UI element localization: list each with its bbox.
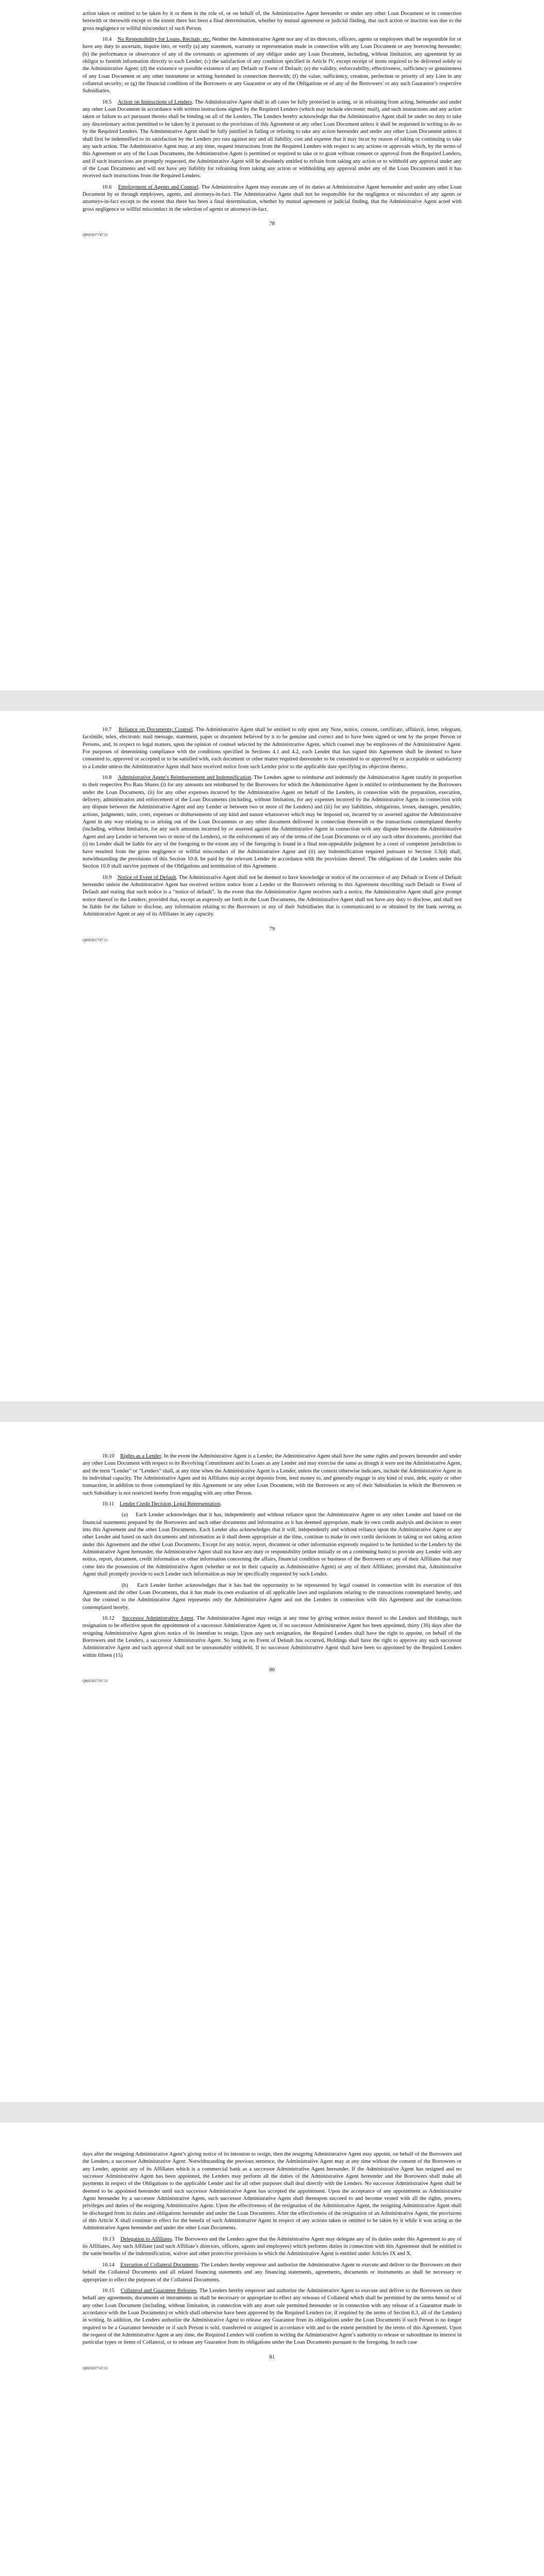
section-b — [83, 1582, 461, 1612]
page-78 — [0, 0, 544, 690]
page-number: 78 — [269, 221, 275, 227]
page-gap — [0, 690, 544, 711]
section-10-10 — [83, 1453, 461, 1497]
section-heading: Reliance on Documents; Counsel — [119, 727, 193, 733]
section-number: 10.13 — [102, 2236, 114, 2242]
document-id: Q8695817747.53 — [83, 233, 108, 238]
section-heading: Action on Instructions of Lenders — [118, 99, 192, 105]
section-text: . The Lenders hereby empower and authorize the Administrative Agent to execute and deliver to the Borrowers on their behalf the Collateral Documents and all related financing statements and any financing statements, agreements, documents or instruments as shall be necessary or appropriate to effect the purposes of the Collateral Documents. — [83, 2262, 461, 2283]
page-81 — [0, 2123, 544, 2576]
section-number: 10.9 — [102, 874, 112, 880]
section-a — [83, 1512, 461, 1578]
section-number: 10.5 — [102, 99, 112, 105]
section-10-14 — [83, 2262, 461, 2284]
section-text: Each Lender acknowledges that it has, independently and without reliance upon the Administrative Agent or any other Lender and based on the financial statements prepared by the Borrowers and such other documents and information as it has deemed appropriate, made its own credit analysis and decision to enter into this Agreement and the other Loan Documents. Each Lender also acknowledges that it will, independently and without reliance upon the Administrative Agent or any other Lender and based on such documents and information as it shall deem appropriate at the time, continue to make its own credit decisions in taking or not taking action under this Agreement and the other Loan Documents. Except for any notice, report, document or other information expressly required to be furnished to the Lenders by the Administrative Agent hereunder, the Administrative Agent shall not have any duty or responsibility (either initially or on a continuing basis) to provide any Lender with any notice, report, document, credit information or other information concerning the affairs, financial condition or business of the Borrowers or any of their Affiliates that may come into the possession of the Administrative Agent (whether or not in their capacity as Administrative Agent) or any of their Affiliates; provided that, Administrative Agent shall promptly provide to each Lender such information as may be specifically requested by such Lender. — [83, 1512, 462, 1578]
continued-paragraph — [83, 10, 461, 32]
section-heading: Employment of Agents and Counsel — [118, 184, 199, 190]
section-heading: Administrative Agent’s Reimbursement and Indemnification — [118, 775, 251, 781]
page-79 — [0, 711, 544, 1401]
section-text: . — [220, 1501, 222, 1507]
section-number: 10.15 — [102, 2287, 114, 2294]
page-number: 81 — [269, 2354, 275, 2360]
section-10-9 — [83, 874, 461, 919]
section-number: (a) — [122, 1512, 128, 1518]
section-10-4 — [83, 36, 461, 95]
section-number: (b) — [122, 1582, 128, 1588]
section-number: 10.10 — [102, 1453, 114, 1459]
section-heading: Execution of Collateral Documents — [120, 2262, 199, 2268]
section-text: . The Administrative Agent shall in all cases be fully protected in acting, or in refraining from acting, hereunder and under any other Loan Document in accordance with written instructions signed by the Required Lenders (which may include electronic mail), and such instructions and any action taken or failure to act pursuant thereto shall be binding on all of the Lenders. The Lenders hereby acknowledge that the Administrative Agent shall be under no duty to take any discretionary action permitted to be taken by it pursuant to the provisions of this Agreement or any other Loan Document unless it shall be requested in writing to do so by the Required Lenders. The Administrative Agent shall be fully justified in failing or refusing to take any action hereunder and under any other Loan Document unless it shall first be indemnified to its satisfaction by the Lenders pro rata against any and all liability, cost and expense that it may incur by reason of taking or continuing to take any such action. The Administrative Agent may, at any time, request instructions from the Required Lenders with respect to any actions or approvals which, by the terms of this Agreement or any of the Loan Documents, the Administrative Agent is permitted or required to take or to grant without consent or approval from the Required Lenders, and if such instructions are promptly requested, the Administrative Agent will be absolutely entitled to refrain from taking any action or to withhold any approval under any of the Loan Documents and will not have any liability for refraining from taking any action or withholding any approval under any of the Loan Documents until it has received such instructions from the Required Lenders. — [83, 99, 461, 179]
section-number: 10.6 — [102, 184, 112, 190]
section-text: Each Lender further acknowledges that it has had the opportunity to be represented by legal counsel in connection with its execution of this Agreement and the other Loan Documents, that it has made its own evaluation of all applicable laws and regulations relating to the transactions contemplated hereby, and that the counsel to the Administrative Agent represents only the Administrative Agent and not the Lenders in connection with this Agreement and the transactions contemplated hereby. — [83, 1582, 462, 1611]
section-text: action taken or omitted to be taken by it or them in the role of, or on behalf of, the Administrative Agent hereunder or under any other Loan Document or in connection herewith or therewith except to the extent there has been a final determination, whether by mutual agreement or judicial finding, that such action or inaction was due to the gross negligence or willful misconduct of such Person. — [83, 11, 461, 31]
section-number: 10.11 — [102, 1501, 114, 1507]
section-number: 10.14 — [102, 2262, 114, 2268]
document-id: Q8695817747.53 — [83, 938, 108, 942]
page-80 — [0, 1422, 544, 2102]
section-heading: Rights as a Lender — [120, 1453, 161, 1459]
section-10-13 — [83, 2236, 461, 2258]
section-number: 10.7 — [102, 727, 112, 733]
section-10-7 — [83, 726, 461, 771]
section-number: 10.12 — [102, 1615, 114, 1621]
section-10-8 — [83, 774, 461, 870]
section-text: . The Administrative Agent may execute any of its duties at Administrative Agent hereunder and under any other Loan Document by or through employees, agents, and attorneys-in-fact. The Administrative Agent shall not be responsible for the negligence or misconduct of any agents or attorneys-in-fact except to the extent that there has been a final determination, whether by mutual agreement or judicial finding, that the Administrative Agent acted with gross negligence or willful misconduct in the selection of agents or attorneys-in-fact. — [83, 184, 462, 212]
section-heading: Collateral and Guarantee Releases — [121, 2287, 197, 2294]
section-heading: Notice of Event of Default — [117, 874, 176, 880]
section-text: days after the resigning Administrative Agent’s giving notice of its intention to resign, then the resigning Administrative Agent may appoint, on behalf of the Borrowers and the Lenders, a successor Administrative Agent. Notwithstanding the previous sentence, the Administrative Agent may at any time without the consent of the Borrowers or any Lender, appoint any of its Affiliates which is a commercial bank as a successor Administrative Agent hereunder. If the Administrative Agent has resigned and no successor Administrative Agent has been appointed, the Lenders may perform all the duties of the Administrative Agent hereunder and the Borrowers shall make all payments in respect of the Obligations to the applicable Lender and for all other purposes shall deal directly with the Lenders. No successor Administrative Agent shall be deemed to be appointed hereunder until such successor Administrative Agent has accepted the appointment. Upon the acceptance of any appointment as Administrative Agent hereunder by a successor Administrative Agent, such successor Administrative Agent shall thereupon succeed to and become vested with all the rights, powers, privileges and duties of the resigning Administrative Agent. Upon the effectiveness of the resignation of the Administrative Agent, the resigning Administrative Agent shall be discharged from its duties and obligations hereunder and under the Loan Documents. After the effectiveness of the resignation of an Administrative Agent, the provisions of this Article X shall continue in effect for the benefit of such Administrative Agent in respect of any actions taken or omitted to be taken by it while it was acting as the Administrative Agent hereunder and under the other Loan Documents. — [83, 2151, 461, 2231]
section-text: . The Administrative Agent shall not be deemed to have knowledge or notice of the occurrence of any Default or Event of Default hereunder unless the Administrative Agent has received written notice from a Lender or the Borrowers referring to this Agreement describing such Default or Event of Default and stating that such notice is a “notice of default”. In the event that the Administrative Agent receives such a notice, the Administrative Agent shall give prompt notice thereof to the Lenders; provided that, except as expressly set forth in the Loan Documents, the Administrative Agent shall not have any duty to disclose, and shall not be liable for the failure to disclose, any information relating to the Borrowers or any of their Subsidiaries that is communicated to or obtained by the bank serving as Administrative Agent or any of its Affiliates in any capacity. — [83, 874, 461, 918]
page-gap — [0, 2102, 544, 2123]
page-gap — [0, 1401, 544, 1422]
section-text: . In the event the Administrative Agent is a Lender, the Administrative Agent shall have the same rights and powers hereunder and under any other Loan Document with respect to its Revolving Commitment and its Loans as any Lender and may exercise the same as though it were not the Administrative Agent, and the term “Lender” or “Lenders” shall, at any time when the Administrative Agent is a Lender, unless the context otherwise indicates, include the Administrative Agent in its individual capacity. The Administrative Agent and its Affiliates may accept deposits from, lend money to, and generally engage in any kind of trust, debt, equity or other transaction, in addition to those contemplated by this Agreement or any other Loan Document, with the Borrowers or any of their Subsidiaries in which the Borrowers or such Subsidiary is not restricted hereby from engaging with any other Person. — [83, 1453, 462, 1496]
section-10-6 — [83, 184, 461, 213]
document-id: Q8695817747.53 — [83, 2366, 108, 2370]
section-10-15 — [83, 2287, 461, 2347]
continued-paragraph — [83, 2151, 461, 2232]
section-number: 10.8 — [102, 775, 112, 781]
section-10-12 — [83, 1615, 461, 1659]
page-number: 80 — [269, 1667, 275, 1673]
section-text: . The Lenders hereby empower and authorize the Administrative Agent to execute and deliver to the Borrowers on their behalf any agreements, documents or instruments as shall be necessary or appropriate to effect any releases of Collateral which shall be permitted by the terms hereof or of any other Loan Document (including, without limitation, in connection with any asset sale permitted hereunder or in connection with any release of a Guarantor made in accordance with the Loan Documents) or which shall otherwise have been approved by the Required Lenders (or, if required by the terms of Section 8.3, all of the Lenders) in writing. In addition, the Lenders authorize the Administrative Agent to release any Guarantor from its obligations under the Loan Documents if such Person is no longer required to be a Guarantor hereunder or if such Person is sold, transferred or assigned in accordance with and to the extent permitted by the terms of this Agreement. Upon the request of the Administrative Agent at any time, the Required Lenders will confirm in writing the Administrative Agent’s authority to release or subordinate its interest in particular types or items of Collateral, or to release any Guarantor from its obligations under the Loan Documents pursuant to the foregoing. In each case — [83, 2287, 461, 2346]
section-number: 10.4 — [102, 37, 112, 43]
section-10-11 — [83, 1501, 461, 1508]
section-text: . The Administrative Agent may resign at any time by giving written notice thereof to the Lenders and Holdings, such resignation to be effective upon the appointment of a successor Administrative Agent or, if no successor Administrative Agent has been appointed, thirty (30) days after the resigning Administrative Agent gives notice of its intention to resign. Upon any such resignation, the Required Lenders shall have the right to appoint, on behalf of the Borrowers and the Lenders, a successor Administrative Agent. So long as no Event of Default has occurred, Holdings shall have the right to approve any such successor Administrative Agent and such approval shall not be unreasonably withheld. If no successor Administrative Agent shall have been so appointed by the Required Lenders within fifteen (15) — [83, 1615, 461, 1658]
page-number: 79 — [269, 926, 275, 932]
section-heading: Lender Credit Decision, Legal Representation — [120, 1501, 221, 1507]
document-id: Q8695817747.53 — [83, 1679, 108, 1684]
section-text: Neither the Administrative Agent nor any of its directors, officers, agents or employees shall be responsible for or have any duty to ascertain, inquire into, or verify (a) any statement, warranty or representation made in connection with any Loan Document or any borrowing hereunder; (b) the performance or observance of any of the covenants or agreements of any obligor under any Loan Document, including, without limitation, any agreement by an obligor to furnish information directly to each Lender; (c) the satisfaction of any condition specified in Article IV, except receipt of items required to be delivered solely to the Administrative Agent; (d) the existence or possible existence of any Default or Event of Default; (e) the validity, enforceability, effectiveness, sufficiency or genuineness of any Loan Document or any other instrument or writing furnished in connection therewith; (f) the value, sufficiency, creation, perfection or priority of any Lien in any collateral security; or (g) the financial condition of the Borrowers or any Guarantor or any of the Obligations or of any of the Borrowers’ or any such Guarantor’s respective Subsidiaries. — [83, 37, 461, 94]
section-text: . The Borrowers and the Lenders agree that the Administrative Agent may delegate any of its duties under this Agreement to any of its Affiliates. Any such Affiliate (and such Affiliate’s directors, officers, agents and employees) which performs duties in connection with this Agreement shall be entitled to the same benefits of the indemnification, waiver and other protective provisions to which the Administrative Agent is entitled under Articles IX and X. — [83, 2236, 462, 2257]
section-text: . The Administrative Agent shall be entitled to rely upon any Note, notice, consent, certificate, affidavit, letter, telegram, facsimile, telex, electronic mail message, statement, paper or document believed by it to be genuine and correct and to have been signed or sent by the proper Person or Persons, and, in respect to legal matters, upon the opinion of counsel selected by the Administrative Agent, which counsel may be employees of the Administrative Agent. For purposes of determining compliance with the conditions specified in Sections 4.1 and 4.2, each Lender that has signed this Agreement shall be deemed to have consented to, approved or accepted or to be satisfied with, each document or other matter required thereunder to be consented to or approved by or acceptable or satisfactory to a Lender unless the Administrative Agent shall have received notice from such Lender prior to the applicable date specifying its objection thereto. — [83, 727, 461, 770]
section-text: . The Lenders agree to reimburse and indemnify the Administrative Agent ratably in proportion to their respective Pro Rata Shares (i) for any amounts not reimbursed by the Borrowers for which the Administrative Agent is entitled to reimbursement by the Borrowers under the Loan Documents, (ii) for any other expenses incurred by the Administrative Agent on behalf of the Lenders, in connection with the preparation, execution, delivery, administration and enforcement of the Loan Documents (including, without limitation, for any expenses incurred by the Administrative Agent in connection with any dispute between the Administrative Agent and any Lender or between two or more of the Lenders) and (iii) for any liabilities, obligations, losses, damages, penalties, actions, judgments, suits, costs, expenses or disbursements of any kind and nature whatsoever which may be imposed on, incurred by or asserted against the Administrative Agent in any way relating to or arising out of the Loan Documents or any other document delivered in connection therewith or the transactions contemplated thereby (including, without limitation, for any such amounts incurred by or asserted against the Administrative Agent in connection with any dispute between the Administrative Agent and any Lender or between two or more of the Lenders), or the enforcement of any of the terms of the Loan Documents or of any such other documents, provided that (i) no Lender shall be liable for any of the foregoing to the extent any of the foregoing is found in a final non-appealable judgment by a court of competent jurisdiction to have resulted from the gross negligence or willful misconduct of the Administrative Agent and (ii) any indemnification required pursuant to Section 3.3(d) shall, notwithstanding the provisions of this Section 10.8, be paid by the relevant Lender in accordance with the provisions thereof. The obligations of the Lenders under this Section 10.8 shall survive payment of the Obligations and termination of this Agreement. — [83, 775, 462, 870]
section-heading: Delegation to Affiliates — [120, 2236, 172, 2242]
section-heading: Successor Administrative Agent — [122, 1615, 194, 1621]
section-10-5 — [83, 99, 461, 180]
section-heading: No Responsibility for Loans, Recitals, etc. — [117, 37, 211, 43]
